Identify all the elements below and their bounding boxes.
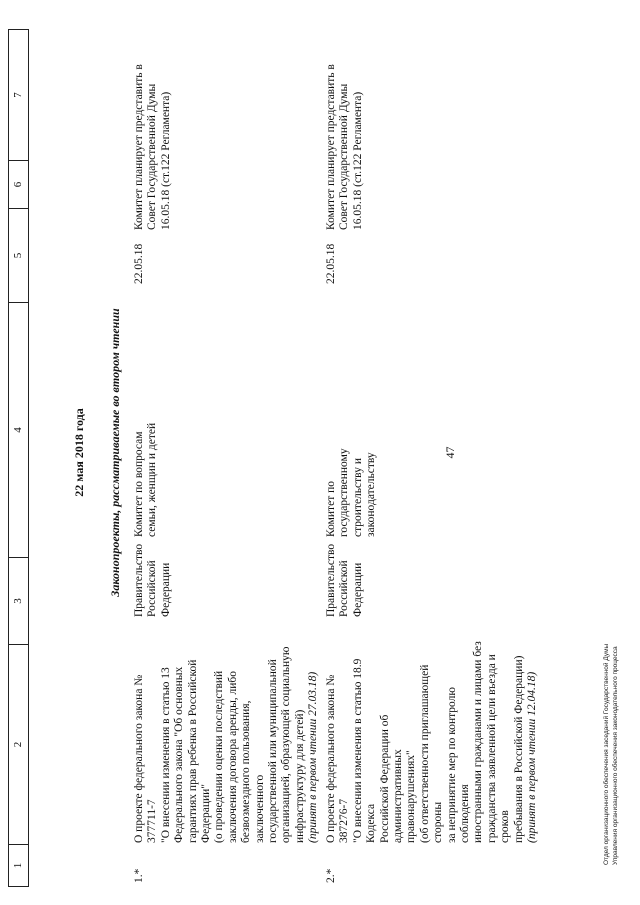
responsible-committee: Комитет по государственному строительству и законодательству (325, 448, 378, 537)
bill-line: организацией, образующей социальную (280, 646, 293, 843)
column-number: 4 (9, 302, 28, 557)
footer-line: Отдел организационного обеспечения заседаний Государственной Думы (603, 643, 610, 865)
bill-description (133, 635, 321, 843)
bill-description (325, 635, 540, 843)
column-number: 2 (9, 644, 28, 844)
bill-line: Федерации" (200, 783, 213, 843)
footer-line: Управления организационного обеспечения законодательного процесса (612, 646, 619, 865)
bill-line: Федерального закона "Об основных (173, 666, 186, 843)
bill-line: гражданства заявленной цели въезда и сроков (485, 654, 512, 843)
bill-line: "О внесении изменения в статью 13 (159, 667, 172, 843)
bill-line: за непринятие мер по контролю соблюдения (445, 687, 472, 843)
bill-author: Правительство Российской Федерации (325, 543, 364, 617)
bill-line: (об ответственности приглашающей стороны (418, 664, 445, 843)
bill-line: заключения договора аренды, либо (226, 670, 239, 843)
bill-line: Российской Федерации об административных (378, 714, 405, 843)
bill-line: правонарушениях" (405, 750, 418, 843)
bill-line: пребывания в Российской Федерации) (512, 655, 525, 843)
first-reading-note: (принят в первом чтении 12.04.18) (526, 671, 539, 843)
column-number: 7 (12, 92, 24, 98)
bill-line: "О внесении изменения в статью 18.9 Кодекса (351, 658, 378, 843)
consideration-date: 22.05.18 (325, 243, 337, 284)
bill-line: гарантиях прав ребенка в Российской (186, 659, 199, 843)
footer (602, 644, 620, 865)
bill-line: иностранными гражданами и лицами без (472, 641, 485, 843)
row-number: 2.* (325, 868, 337, 883)
bill-line: (о проведении оценки последствий (213, 670, 226, 843)
responsible-committee: Комитет по вопросам семьи, женщин и детей (133, 422, 159, 537)
date-heading: 22 мая 2018 года (72, 408, 86, 497)
column-number: 5 (9, 208, 28, 302)
bill-author: Правительство Российской Федерации (133, 543, 172, 617)
column-number: 1 (9, 844, 28, 886)
column-number: 3 (9, 557, 28, 644)
bill-line: государственной или муниципальной (267, 659, 280, 843)
committee-note: Комитет планирует представить в Совет Государственной Думы 16.05.18 (ст.122 Регламента) (325, 64, 364, 230)
first-reading-note: (принят в первом чтении 27.03.18) (307, 671, 320, 843)
page-number: 47 (443, 446, 457, 459)
row-number: 1.* (133, 868, 145, 883)
bill-line: безвозмездного пользования, заключенного (240, 700, 266, 843)
committee-note: Комитет планирует представить в Совет Государственной Думы 16.05.18 (ст.122 Регламента) (133, 64, 172, 230)
section-heading: Законопроекты, рассматриваемые во втором чтении (108, 308, 122, 597)
bill-line: О проекте федерального закона № 387276-7 (325, 674, 351, 843)
column-number: 6 (9, 160, 28, 208)
consideration-date: 22.05.18 (133, 243, 145, 284)
bill-line: О проекте федерального закона № 377711-7 (133, 674, 159, 843)
column-number-header (8, 29, 29, 887)
bill-line: инфраструктуру для детей) (293, 709, 306, 843)
